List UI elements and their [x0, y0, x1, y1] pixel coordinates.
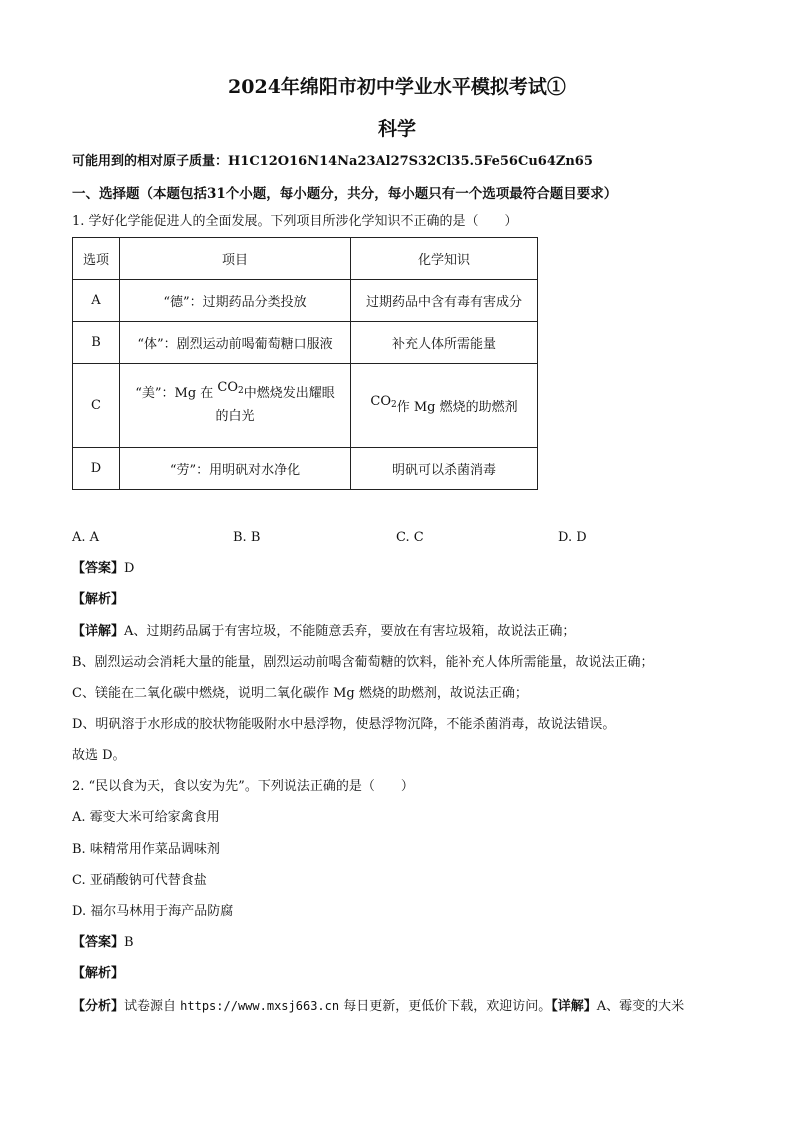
knowledge-text: 作 Mg 燃烧的助燃剂 [396, 400, 518, 415]
q2-answer: 【答案】B [72, 935, 134, 950]
q1-table [72, 237, 538, 490]
q1-detail-line: B、剧烈运动会消耗大量的能量，剧烈运动前喝含葡萄糖的饮料，能补充人体所需能量，故说法正确； [72, 655, 654, 670]
table-cell-item: “体”：剧烈运动前喝葡萄糖口服液 [120, 322, 351, 364]
co2-formula: CO2 [217, 380, 244, 396]
table-row [73, 280, 538, 322]
q2-stem: 2. “民以食为天，食以安为先”。下列说法正确的是（ ） [72, 779, 414, 794]
q1-analysis-label: 【解析】 [72, 592, 125, 607]
item-text: 中燃烧发出耀眼 [243, 386, 335, 401]
table-row [73, 448, 538, 490]
q1-choice-b: B. B [233, 530, 261, 545]
q1-answer: 【答案】D [72, 561, 135, 576]
table-cell-knowledge: 过期药品中含有毒有害成分 [351, 280, 538, 322]
co2-formula: CO2 [370, 394, 397, 410]
exam-title: 2024年绵阳市初中学业水平模拟考试① [228, 76, 566, 98]
q2-option-c: C. 亚硝酸钠可代替食盐 [72, 873, 207, 888]
table-header-cell: 选项 [73, 238, 120, 280]
q1-choice-d: D. D [558, 530, 587, 545]
table-header-cell: 项目 [120, 238, 351, 280]
table-row [73, 322, 538, 364]
q1-detail-line: C、镁能在二氧化碳中燃烧，说明二氧化碳作 Mg 燃烧的助燃剂，故说法正确； [72, 686, 528, 701]
table-cell-option: A [73, 280, 120, 322]
table-cell-knowledge: 补充人体所需能量 [351, 322, 538, 364]
table-cell-knowledge [351, 364, 538, 448]
item-text-line2: 的白光 [215, 409, 255, 424]
subject-title: 科学 [377, 118, 416, 140]
table-cell-item [120, 364, 351, 448]
table-header-cell: 化学知识 [351, 238, 538, 280]
table-header-row [73, 238, 538, 280]
q1-choice-c: C. C [396, 530, 424, 545]
q1-detail-line: D、明矾溶于水形成的胶状物能吸附水中悬浮物，使悬浮物沉降，不能杀菌消毒，故说法错误。 [72, 717, 616, 732]
item-text: “美”：Mg 在 [135, 386, 218, 401]
table-cell-option: B [73, 322, 120, 364]
q2-option-d: D. 福尔马林用于海产品防腐 [72, 904, 234, 919]
q2-fenxi-line: 【分析】试卷源自 https://www.mxsj663.cn 每日更新，更低价下载，欢迎访问。【详解】A、霉变的大米 [72, 999, 685, 1014]
q2-option-a: A. 霉变大米可给家禽食用 [72, 810, 220, 825]
q1-conclusion: 故选 D。 [72, 748, 126, 763]
atomic-mass-line: 可能用到的相对原子质量：H1C12O16N14Na23Al27S32Cl35.5Fe56Cu64Zn65 [72, 154, 593, 169]
q1-stem: 1. 学好化学能促进人的全面发展。下列项目所涉化学知识不正确的是（ ） [72, 214, 518, 229]
section-heading: 一、选择题（本题包括31个小题，每小题分，共分，每小题只有一个选项最符合题目要求） [72, 186, 618, 202]
table-cell-item: “德”：过期药品分类投放 [120, 280, 351, 322]
q1-detail-line: 【详解】A、过期药品属于有害垃圾，不能随意丢弃，要放在有害垃圾箱，故说法正确； [72, 624, 576, 639]
q2-analysis-label: 【解析】 [72, 966, 125, 981]
q2-option-b: B. 味精常用作菜品调味剂 [72, 842, 220, 857]
table-cell-option: C [73, 364, 120, 448]
table-row [73, 364, 538, 448]
table-cell-item: “劳”：用明矾对水净化 [120, 448, 351, 490]
table-cell-knowledge: 明矾可以杀菌消毒 [351, 448, 538, 490]
q1-choice-a: A. A [72, 530, 100, 545]
table-cell-option: D [73, 448, 120, 490]
source-link[interactable]: https://www.mxsj663.cn [180, 999, 340, 1013]
